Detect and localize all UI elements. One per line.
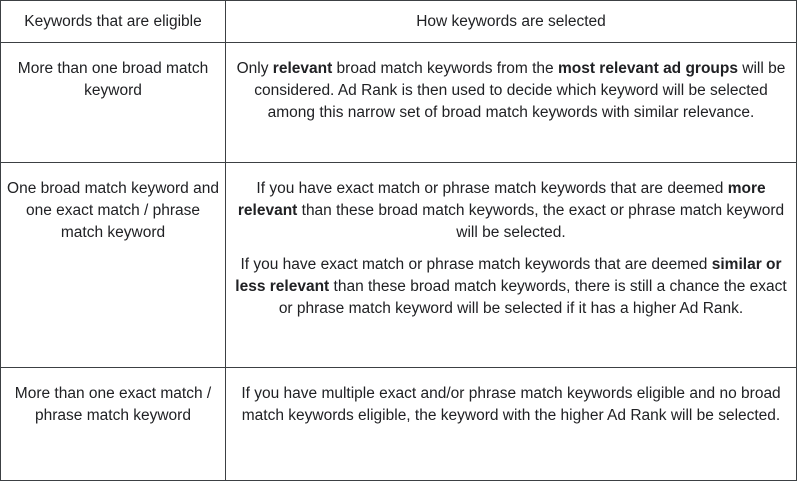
text-run: broad match keywords from the: [332, 60, 558, 77]
header-keywords-eligible: Keywords that are eligible: [1, 1, 226, 43]
text-run: than these broad match keywords, there is still a chance the exact or phrase match keyword will be selected if it has a higher Ad Rank.: [278, 278, 787, 317]
header-how-selected: How keywords are selected: [226, 1, 797, 43]
selection-cell: [226, 163, 797, 368]
text-run: If you have exact match or phrase match keywords that are deemed: [240, 256, 712, 273]
selection-cell: [226, 43, 797, 163]
table-row: [1, 163, 797, 368]
selection-paragraph: [232, 383, 790, 427]
text-run: than these broad match keywords, the exact or phrase match keyword will be selected.: [297, 202, 785, 241]
bold-text: relevant: [272, 60, 333, 77]
text-run: Only: [236, 60, 273, 77]
table-header-row: [1, 1, 797, 43]
table-row: [1, 368, 797, 481]
selection-paragraph: [232, 178, 790, 244]
text-run: If you have exact match or phrase match keywords that are deemed: [256, 180, 728, 197]
bold-text: more relevant: [237, 180, 766, 219]
eligible-cell: More than one broad match keyword: [1, 43, 226, 163]
selection-paragraph: [232, 58, 790, 124]
text-run: If you have multiple exact and/or phrase match keywords eligible and no broad match keywords eligible, the keyword with the higher Ad Rank will be selected.: [241, 385, 781, 424]
selection-paragraph: [232, 254, 790, 320]
eligible-cell: One broad match keyword and one exact match / phrase match keyword: [1, 163, 226, 368]
bold-text: similar or less relevant: [235, 256, 782, 295]
table-row: [1, 43, 797, 163]
text-run: will be considered. Ad Rank is then used to decide which keyword will be selected among this narrow set of broad match keywords with similar relevance.: [254, 60, 786, 121]
selection-cell: [226, 368, 797, 481]
bold-text: most relevant ad groups: [557, 60, 738, 77]
eligible-cell: More than one exact match / phrase match keyword: [1, 368, 226, 481]
